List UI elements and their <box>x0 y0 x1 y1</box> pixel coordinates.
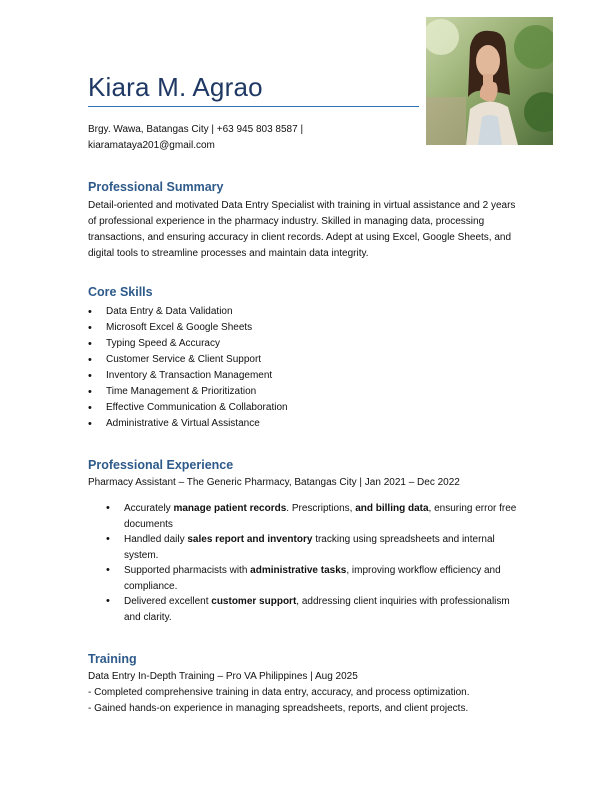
skill-item: • Typing Speed & Accuracy <box>88 336 288 352</box>
skill-item: • Administrative & Virtual Assistance <box>88 416 288 432</box>
skill-item: • Effective Communication & Collaboration <box>88 400 288 416</box>
experience-bullets <box>106 501 526 625</box>
contact-info <box>88 122 408 154</box>
summary-text: Detail-oriented and motivated Data Entry Specialist with training in virtual assistance and 2 years of professional experience in the pharmacy industry. Skilled in managing data, processing transactions, and ensuring accuracy in client records. Adept at using Excel, Google Sheets, and digital tools to streamline processes and maintain data integrity. <box>88 200 516 259</box>
experience-item: • Delivered excellent customer support, addressing client inquiries with professionalism and clarity. <box>106 594 526 625</box>
training-heading: Training <box>88 652 137 666</box>
skill-item: • Microsoft Excel & Google Sheets <box>88 320 288 336</box>
training-detail: - Gained hands-on experience in managing spreadsheets, reports, and client projects. <box>88 703 469 714</box>
candidate-name: Kiara M. Agrao <box>88 72 263 102</box>
profile-photo <box>426 17 553 145</box>
experience-item: • Accurately manage patient records. Prescriptions, and billing data, ensuring error free documents <box>106 501 526 532</box>
summary-heading: Professional Summary <box>88 180 224 194</box>
training-title: Data Entry In-Depth Training – Pro VA Philippines | Aug 2025 <box>88 671 358 682</box>
contact-email: kiaramataya201@gmail.com <box>88 140 215 151</box>
experience-item: • Supported pharmacists with administrative tasks, improving workflow efficiency and compliance. <box>106 563 526 594</box>
skill-item: • Time Management & Prioritization <box>88 384 288 400</box>
skill-item: • Inventory & Transaction Management <box>88 368 288 384</box>
experience-item: • Handled daily sales report and inventory tracking using spreadsheets and internal system. <box>106 532 526 563</box>
skill-item: • Data Entry & Data Validation <box>88 304 288 320</box>
job-title: Pharmacy Assistant – The Generic Pharmacy, Batangas City | Jan 2021 – Dec 2022 <box>88 477 460 488</box>
contact-address-phone: Brgy. Wawa, Batangas City | +63 945 803 8587 | <box>88 124 304 135</box>
skill-item: • Customer Service & Client Support <box>88 352 288 368</box>
name-divider <box>88 106 419 107</box>
training-detail: - Completed comprehensive training in data entry, accuracy, and process optimization. <box>88 687 470 698</box>
skills-list <box>88 304 288 432</box>
skills-heading: Core Skills <box>88 285 153 299</box>
experience-heading: Professional Experience <box>88 458 234 472</box>
